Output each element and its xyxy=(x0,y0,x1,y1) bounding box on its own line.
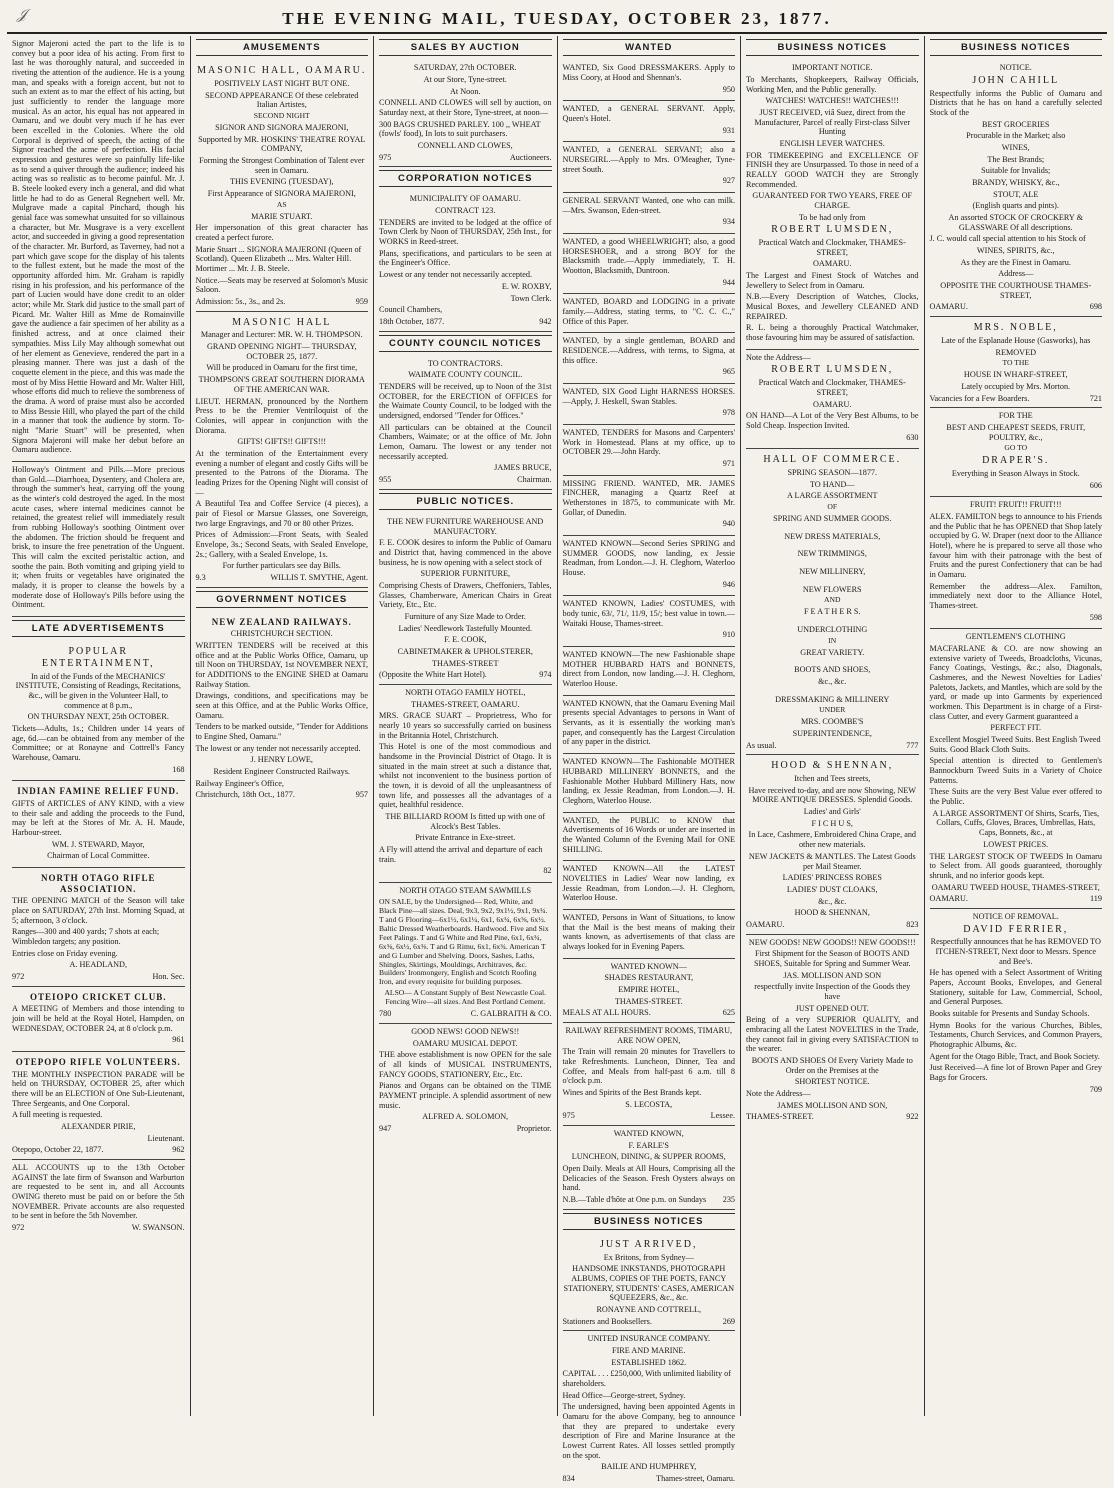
column-5 xyxy=(741,36,925,1416)
columns xyxy=(7,36,1107,1484)
lumsden-address-ad: Note the Address— ROBERT LUMSDEN, Practical Watch and Clockmaker, THAMES-STREET, OAMARU. ON HAND—A Lot of the Very Best Albums, to be Sold Cheap. Inspection Invited. 630 xyxy=(746,350,919,450)
wanted-ad: WANTED KNOWN—Second Series SPRING and SUMMER GOODS, now landing, ex Jessie Readman, from London.—J. H. Cleghorn, Waterloo House. 946 xyxy=(563,536,736,596)
insurance-ad: UNITED INSURANCE COMPANY. FIRE AND MARINE. ESTABLISHED 1862. CAPITAL . . . £250,000, With unlimited liability of shareholders. Head Office—George-street, Sydney. The undersigned, having been appointed Agents in Oamaru for the above Company, beg to announce that they are prepared to undertake every description of Fire and Marine Insurance at the Lowest Current Rates. All losses settled promptly on the spot. BAILIE AND HUMPHREY, 834 Thames-street, Oamaru. xyxy=(562,1334,735,1484)
business-notices-heading: BUSINESS NOTICES xyxy=(930,39,1103,56)
wanted-ad: WANTED, the PUBLIC to KNOW that Advertisements of 16 Words or under are inserted in the Wanted Column of the Evening Mail for ONE SHILLING. xyxy=(563,813,736,862)
masthead xyxy=(7,6,1107,34)
wanted-ad: WANTED KNOWN, that the Oamaru Evening Mail presents special Advantages to persons in Want of Servants, as it is essentially the working man's paper, and consequently has the Largest Circulation of any paper in the district. xyxy=(563,696,736,754)
corporation-notices-heading: CORPORATION NOTICES xyxy=(379,170,552,187)
column-4 xyxy=(558,36,742,1484)
county-council-notices-heading: COUNTY COUNCIL NOTICES xyxy=(379,335,552,352)
wanted-ad: WANTED, a GENERAL SERVANT; also a NURSEGIRL.—Apply to Mrs. O'Meagher, Tyne-street South. 927 xyxy=(563,142,736,193)
refreshment-rooms-ad: RAILWAY REFRESHMENT ROOMS, TIMARU, ARE NOW OPEN, The Train will remain 20 minutes for Travellers to take Refreshments. Luncheon, Dinner, Tea and Coffee, and Meals from half-past 6 a.m. till 8 o'clock p.m. Wines and Spirits of the Best Brands kept. S. LECOSTA, 975 Lessee. xyxy=(563,1023,736,1126)
rifle-association-ad: NORTH OTAGO RIFLE ASSOCIATION. THE OPENING MATCH of the Season will take place on SATURDAY, 27th Inst. Morning Squad, at 5; afternoon, 3 o'clock. Ranges—300 and 400 yards; 7 shots at each; Wimbledon targets; any position. Entries close on Friday evening. A. HEADLAND, 972 Hon. Sec. xyxy=(12,868,185,987)
rifle-volunteers-ad: OTEPOPO RIFLE VOLUNTEERS. THE MONTHLY INSPECTION PARADE will be held on THURSDAY, OCTOBER 25, after which there will be an ELECTION of One Sub-Lieutenant, Three Sergeants, and One Corporal. A full meeting is requested. ALEXANDER PIRIE, Lieutenant. Otepopo, October 22, 1877. 962 xyxy=(12,1052,185,1160)
corporation-tender-ad: MUNICIPALITY OF OAMARU. CONTRACT 123. TENDERS are invited to be lodged at the office of Town Clerk by Noon of THURSDAY, 25th Inst., for WORKS in Reed-street. Plans, specifications, and particulars to be seen at the Engineer's Office. Lowest or any tender not necessarily accepted. E. W. ROXBY, Town Clerk. Council Chambers, 18th October, 1877. 942 xyxy=(379,191,552,331)
wanted-ad: GENERAL SERVANT Wanted, one who can milk.—Mrs. Swanson, Eden-street. 934 xyxy=(563,193,736,234)
wanted-ad: WANTED, TENDERS for Masons and Carpenters' Work in Homestead. Plans at my office, up to OCTOBER 29.—John Hardy. 971 xyxy=(563,425,736,476)
handwritten-mark: 𝒥 xyxy=(17,8,27,23)
noble-removal-ad: MRS. NOBLE, Late of the Esplanade House (Gasworks), has REMOVED TO THE HOUSE IN WHARF-STREET, Lately occupied by Mrs. Morton. Vacancies for a Few Boarders. 721 xyxy=(930,317,1103,408)
newspaper-title: THE EVENING MAIL, TUESDAY, OCTOBER 23, 1877. xyxy=(282,9,832,28)
column-3 xyxy=(374,36,558,1416)
family-hotel-ad: NORTH OTAGO FAMILY HOTEL, THAMES-STREET, OAMARU. MRS. GRACE SUART – Proprietress, Who for nearly 10 years so successfully carried on business in the Britannia Hotel, Christchurch. This Hotel is one of the most commodious and handsome in the Provincial District of Otago. It is situated in the main street at such a distance that, whilst not inconvenient to the business portion of the town, it is devoid of all the unpleasantness of town life, and possesses all the advantages of a quiet, healthful residence. THE BILLIARD ROOM Is fitted up with one of Alcock's Best Tables. Private Entrance in Exe-street. A Fly will attend the arrival and departure of each train. 82 xyxy=(379,685,552,883)
sales-by-auction-heading: SALES BY AUCTION xyxy=(379,39,552,56)
wanted-ad: WANTED KNOWN, Ladies' COSTUMES, with body tunic, 63/, 71/, 11/9, 15/; best value in town.—Waitaki House, Thames-street. 910 xyxy=(563,596,736,647)
furniture-warehouse-ad: THE NEW FURNITURE WAREHOUSE AND MANUFACTORY. F. E. COOK desires to inform the Public of Oamaru and District that, having commenced in the above business, he is now opening with a select stock of SUPERIOR FURNITURE, Comprising Chests of Drawers, Cheffoniers, Tables, Glasses, Chamberware, American Chairs in Great Variety, Etc., Etc. Furniture of any Size Made to Order. Ladies' Needlework Tastefully Mounted. F. E. COOK, CABINETMAKER & UPHOLSTERER, THAMES-STREET (Opposite the White Hart Hotel). 974 xyxy=(379,514,552,685)
just-arrived-ad: JUST ARRIVED, Ex Britons, from Sydney— HANDSOME INKSTANDS, PHOTOGRAPH ALBUMS, COPIES OF THE POETS, FANCY STATIONERY, STUDENTS' CASES, AMERICAN SQUEEZERS, &c., &c. RONAYNE AND COTTRELL, Stationers and Booksellers. 269 xyxy=(563,1234,736,1332)
missing-friend-ad: MISSING FRIEND. WANTED, MR. JAMES FINCHER, managing a Quartz Reef at Wetherstones in 1875, to communicate with Mr. Gollar, of Dunedin. 940 xyxy=(563,476,736,536)
column-2 xyxy=(191,36,375,1416)
wanted-ad: WANTED, Six Good DRESSMAKERS. Apply to Miss Coory, at Hood and Shennan's. 950 xyxy=(563,60,736,101)
wanted-heading: WANTED xyxy=(563,39,736,56)
late-advertisements-heading: LATE ADVERTISEMENTS xyxy=(12,620,185,637)
business-notices-heading: BUSINESS NOTICES xyxy=(563,1213,736,1230)
cahill-groceries-ad: NOTICE. JOHN CAHILL Respectfully informs the Public of Oamaru and Districts that he has on hand a carefully selected Stock of the BEST GROCERIES Procurable in the Market; also WINES, The Best Brands; Suitable for Invalids; BRANDY, WHISKY, &c., STOUT, ALE (English quarts and pints). An assorted STOCK OF CROCKERY & GLASSWARE Of all descriptions. J. C. would call special attention to his Stock of WINES, SPIRITS, &c., As they are the Finest in Oamaru. Address— OPPOSITE THE COURTHOUSE THAMES-STREET, OAMARU. 698 xyxy=(930,60,1103,317)
hood-shennan-ad: HOOD & SHENNAN, Itchen and Tees streets, Have received to-day, and are now Showing, NEW MOIRE ANTIQUE DRESSES. Splendid Goods. Ladies' and Girls' F I C H U S, In Lace, Cashmere, Embroidered China Crape, and other new materials. NEW JACKETS & MANTLES. The Latest Goods per Mail Steamer. LADIES' PRINCESS ROBES LADIES' DUST CLOAKS, &c., &c. HOOD & SHENNAN, OAMARU. 823 xyxy=(746,755,919,934)
wanted-ad: WANTED, by a single gentleman, BOARD and RESIDENCE.—Address, with terms, to Sigma, at this office. 965 xyxy=(563,333,736,384)
holloway-ad: Holloway's Ointment and Pills.—More precious than Gold.—Diarrhoea, Dysentery, and Cholera are, through the summer's heat, carrying off the young as the winter's cold destroyed the aged. In the most acute cases, where internal medicines cannot be retained, the greatest relief will immediately result from rubbing Holloway's soothing Ointment over the abdomen. The friction should be frequent and brisk, to insure the free penetration of the Unguent. This will calm the excited peristaltic action, and soothe the pain. Both vomiting and griping yield to it; when fruits or vegetables have originated the malady, it is proper to cleanse the bowels by a moderate dose of Holloway's Pills before using the Ointment. xyxy=(12,462,185,617)
lumsden-watches-ad: IMPORTANT NOTICE. To Merchants, Shopkeepers, Railway Officials, Working Men, and the Public generally. WATCHES! WATCHES!! WATCHES!!! JUST RECEIVED, viâ Suez, direct from the Manufacturer, Parcel of really First-class Silver Hunting ENGLISH LEVER WATCHES. FOR TIMEKEEPING and EXCELLENCE OF FINISH they are Unsurpassed. To those in need of a REALLY GOOD WATCH they are Strongly Recommended. GUARANTEED FOR TWO YEARS, FREE OF CHARGE. To be had only from ROBERT LUMSDEN, Practical Watch and Clockmaker, THAMES-STREET, OAMARU. The Largest and Finest Stock of Watches and Jewellery to Select from in Oamaru. N.B.—Every Description of Watches, Clocks, Musical Boxes, and Jewellery CLEANED AND REPAIRED. R. L. being a thoroughly Practical Watchmaker, those favouring him may be assured of satisfaction. xyxy=(746,60,919,350)
column-1 xyxy=(7,36,191,1416)
auction-ad: SATURDAY, 27th OCTOBER. At our Store, Tyne-street. At Noon. CONNELL AND CLOWES will sell by auction, on Saturday next, at their Store, Tyne-street, at noon— 300 BAGS CRUSHED PARLEY. 100 ,, WHEAT (fowls' food), In lots to suit purchasers. CONNELL AND CLOWES, 975 Auctioneers. xyxy=(379,60,552,167)
popular-entertainment-ad: POPULAR ENTERTAINMENT, In aid of the Funds of the MECHANICS' INSTITUTE, Consisting of Readings, Recitations, &c., will be given in the Volunteer Hall, to commence at 8 p.m., ON THURSDAY NEXT, 25th OCTOBER. Tickets—Adults, 1s.; Children under 14 years of age, 6d.—can be obtained from any member of the Committee; or at Ronayne and Cottrell's Fancy Warehouse, Oamaru. 168 xyxy=(12,641,185,781)
government-notices-heading: GOVERNMENT NOTICES xyxy=(196,591,369,608)
wanted-ad: WANTED, BOARD and LODGING in a private family.—Address, stating terms, to "C. C. C.," Office of this Paper. xyxy=(563,294,736,333)
column-6 xyxy=(925,36,1108,1416)
wanted-ad: WANTED, Persons in Want of Situations, to know that the Mail is the best means of making their wants known, as advertisements of that class are always looked for in Evening Papers. xyxy=(563,910,736,959)
ferrier-removal-ad: NOTICE OF REMOVAL. DAVID FERRIER, Respectfully announces that he has REMOVED TO ITCHEN-STREET, Next door to Messrs. Spence and Bee's. He has opened with a Select Assortment of Writing Papers, Account Books, Envelopes, and General Stationery, suitable for Law, Commercial, School, and General Purposes. Books suitable for Presents and Sunday Schools. Hymn Books for the various Churches, Bibles, Testaments, Church Services, and Common Prayers, Photographic Albums, &c. Agent for the Otago Bible, Tract, and Book Society. Just Received—A fine lot of Brown Paper and Grey Bags for Grocers. 709 xyxy=(929,911,1102,1094)
wanted-ad: WANTED KNOWN—All the LATEST NOVELTIES in Ladies' Wear now landing, ex Jessie Readman, from London.—J. H. Cleghorn, Waterloo House. xyxy=(563,861,736,910)
railways-tender-ad: NEW ZEALAND RAILWAYS. CHRISTCHURCH SECTION. WRITTEN TENDERS will be received at this office and at the Public Works Office, Oamaru, up till Noon on THURSDAY, 1st NOVEMBER NEXT, for ADDITIONS to the ENGINE SHED at Oamaru Railway Station. Drawings, conditions, and specifications may be seen at this Office, and at the Public Works Office, Oamaru. Tenders to be marked outside, "Tender for Additions to Engine Shed, Oamaru." The lowest or any tender not necessarily accepted. J. HENRY LOWE, Resident Engineer Constructed Railways. Railway Engineer's Office, Christchurch, 18th Oct., 1877. 957 xyxy=(195,616,368,800)
cricket-club-ad: OTEIOPO CRICKET CLUB. A MEETING of Members and those intending to join will be held at the Royal Hotel, Hampden, on WEDNESDAY, OCTOBER 24, at 8 o'clock p.m. 961 xyxy=(12,987,185,1052)
business-notices-heading: BUSINESS NOTICES xyxy=(746,39,919,56)
sawmills-ad: NORTH OTAGO STEAM SAWMILLS ON SALE, by the Undersigned— Red, White, and Black Pine—all sizes. Deal, 9x3, 9x2, 9x1½, 9x1, 9x¾. T and G Flooring—6x1½, 6x1¼, 6x1, 6x¾, 6x⅝, 6x½. Baltic Dressed Weatherboards. Hardwood. Five and Six Feet Palings. T and G White and Red Pine, 6x1, 6x¾, 6x⅝, 6x½, 6x⅜. T and G Rimu, 6x1, 6x¾. American T and G Lumber and Shelving. Doors, Sashes, Laths, Shingles, Skirtings, Mouldings, Architraves, &c. Builders' Ironmongery, English and Scotch Roofing Iron, and every requisite for building purposes. ALSO— A Constant Supply of Best Newcastle Coal. Fencing Wire—all sizes. And Best Portland Cement. 780 C. GALBRAITH & CO. xyxy=(379,883,552,1024)
wanted-ad: WANTED KNOWN—The Fashionable MOTHER HUBBARD MILLINERY BONNETS, and the Fashionable Mother Hubbard Millinery Hats, now landing, ex Jessie Readman, from London.—J. H. Cleghorn, Waterloo House. xyxy=(563,754,736,812)
masonic-hall-diorama-ad: MASONIC HALL Manager and Lecturer: MR. W. H. THOMPSON. GRAND OPENING NIGHT— THURSDAY, OCTOBER 25, 1877. Will be produced in Oamaru for the first time, THOMPSON'S GREAT SOUTHERN DIORAMA OF THE AMERICAN WAR. LIEUT. HERMAN, pronounced by the Northern Press to be the Premier Ventriloquist of the Colonies, will appear in conjunction with the Diorama. GIFTS! GIFTS!! GIFTS!!! At the termination of the Entertainment every evening a number of elegant and costly Gifts will be presented to the Patrons of the Diorama. The leading Prizes for the Opening Night will consist of— A Beautiful Tea and Coffee Service (4 pieces), a pair of Fiesol or Marsue Glasses, one Sovereign, two large Engravings, and 70 or 80 other Prizes. Prices of Admission:—Front Seats, with Sealed Envelope, 3s.; Second Seats, with Sealed Envelope, 2s.; Gallery, with a Sealed Envelope, 1s. For further particulars see day Bills. 9.3 WILLIS T. SMYTHE, Agent. xyxy=(196,312,369,588)
earle-rooms-ad: WANTED KNOWN, F. EARLE'S LUNCHEON, DINING, & SUPPER ROOMS, Open Daily. Meals at All Hours, Comprising all the Delicacies of the Season. Fresh Oysters always on hand. N.B.—Table d'hôte at One p.m. on Sundays 235 xyxy=(563,1126,736,1210)
shades-restaurant-ad: WANTED KNOWN— SHADES RESTAURANT, EMPIRE HOTEL, THAMES-STREET. MEALS AT ALL HOURS. 625 xyxy=(563,959,736,1023)
wanted-ad: WANTED, a good WHEELWRIGHT; also, a good HORSESHOER, and a strong BOY for the Blacksmith trade.—Apply immediately, T. H. Wootton, Blacksmith, Duntroon. 944 xyxy=(563,234,736,294)
wanted-ad: WANTED, a GENERAL SERVANT. Apply, Queen's Hotel. 931 xyxy=(563,101,736,142)
wanted-ad: WANTED KNOWN—The new Fashionable shape MOTHER HUBBARD HATS and BONNETS, direct from London, now landing.—J. H. Cleghorn, Waterloo House. xyxy=(563,647,736,696)
accounts-ad: ALL ACCOUNTS up to the 13th October AGAINST the late firm of Swanson and Warburton are requested to be sent in, and all Accounts OWING thereto must be paid on or before the 5th NOVEMBER. Private accounts are also requested to be sent in before the 5th November. 972 W. SWANSON. xyxy=(12,1163,185,1233)
draper-seeds-ad: FOR THE BEST AND CHEAPEST SEEDS, FRUIT, POULTRY, &c., GO TO DRAPER'S. Everything in Season Always in Stock. 606 xyxy=(930,408,1103,497)
theatre-review: Signor Majeroni acted the part to the life is to convey but a poor idea of his acting. From first to last he was thoroughly natural, and succeeded in riveting the attention of the audience. He is a young man, and speaks with a foreign accent, but not to such an extent as to mar the effect of his acting, but just sufficiently to render the language more musical. As an actor, his equal has not appeared in Oamaru, and we doubt very much if he has ever been excelled in the Colonies. Where the old Corporal is deprived of speech, the acting of the Signor reached the acme of perfection. His facial expression and gestures were so painfully life-like as to send a quiver through the audience; indeed his acting was so realistic as to become painful. Mr. J. B. Steele looked every inch a general, and did what little he had to do as General Regnebert well. Mr. Mulgrave made a capital Pinchard, though his genial face was somewhat unsuited for so villainous a character, but Mr. Musgrave is a very excellent actor, and succeeded in giving a good representation of the character. Mr. Burford, as Taverney, had not a part which gave scope for the display of his talents to the fullest extent, but he made the most of the opportunity afforded him. Mr. Graham is rapidly rising in his profession, and his performance of the part of Lucien would have done credit to an older actor; while Mr. Stark did justice to the small part of Picard. Mr. Walter Hill as Mme de Romainville gave the audience a fair specimen of her ability as a finished actress, and at once claimed their sympathies. Miss Lily May although somewhat out of her element as Genevieve, rendered the part in a pleasing manner. There was just a dash of the coquette element in the piece, and this was made the most of by Miss Hettie Howard and Mr. Walter Hill, whose efforts did much to relieve the sombreness of the drama. A word of praise must also be accorded to Miss Bessie Hill, who played the part of the child in a manner that took the audience by storm. To-night "Marie Stuart" will be presented, when Signora Majeroni will make her debut before an Oamaru audience. xyxy=(12,36,185,462)
famine-relief-ad: INDIAN FAMINE RELIEF FUND. GIFTS of ARTICLES of ANY KIND, with a view to their sale and adding the proceeds to the Fund, may be left at the Stores of Mr. A. H. Maude, Harbour-street. WM. J. STEWARD, Mayor, Chairman of Local Committee. xyxy=(12,781,185,868)
musical-depot-ad: GOOD NEWS! GOOD NEWS!! OAMARU MUSICAL DEPOT. THE above establishment is now OPEN for the sale of all kinds of MUSICAL INSTRUMENTS, FANCY GOODS, STATIONERY, Etc., Etc. Pianos and Organs can be obtained on the TIME PAYMENT principle. A splendid assortment of new music. ALFRED A. SOLOMON, 947 Proprietor. xyxy=(379,1026,552,1133)
macfarlane-clothing-ad: GENTLEMEN'S CLOTHING MACFARLANE & CO. are now showing an extensive variety of Tweeds, Broadcloths, Vicunas, Fancy Coatings, Vestings, &c.; also, Diagonals, Cashmeres, and the Newest Novelties for Ladies' Paletots, Jackets, and Mantles, which are sold by the yard, or made up into Garments by experienced workmen. This Department is in charge of a First-class Cutter, and every Garment guaranteed a PERFECT FIT. Excellent Mosgiel Tweed Suits. Best English Tweed Suits. Good Black Cloth Suits. Special attention is directed to Gentlemen's Bannockburn Tweed Suits in a Variety of Choice Patterns. These Suits are the very Best Value ever offered to the Public. A LARGE ASSORTMENT Of Shirts, Scarfs, Ties, Collars, Cuffs, Gloves, Braces, Umbrellas, Hats, Caps, Bonnets, &c., at LOWEST PRICES. THE LARGEST STOCK OF TWEEDS In Oamaru to Select from. All goods guaranteed, thoroughly shrunk, and no inferior goods kept. OAMARU TWEED HOUSE, THAMES-STREET, OAMARU. 119 xyxy=(930,629,1103,908)
amusements-heading: AMUSEMENTS xyxy=(196,39,369,56)
newspaper-page xyxy=(7,6,1107,1484)
hall-of-commerce-ad: HALL OF COMMERCE. SPRING SEASON—1877. TO HAND— A LARGE ASSORTMENT OF SPRING AND SUMMER GOODS. NEW DRESS MATERIALS, NEW TRIMMINGS, NEW MILLINERY, NEW FLOWERS AND F E A T H E R S. UNDERCLOTHING IN GREAT VARIETY. BOOTS AND SHOES, &c., &c. DRESSMAKING & MILLINERY UNDER MRS. COOMBE'S SUPERINTENDENCE, As usual. 777 xyxy=(746,449,919,755)
masonic-hall-majeroni-ad: MASONIC HALL, OAMARU. POSITIVELY LAST NIGHT BUT ONE. SECOND APPEARANCE Of these celebrated Italian Artistes, SECOND NIGHT SIGNOR AND SIGNORA MAJERONI, Supported by MR. HOSKINS' THEATRE ROYAL COMPANY, Forming the Strongest Combination of Talent ever seen in Oamaru. THIS EVENING (TUESDAY), First Appearance of SIGNORA MAJERONI, AS MARIE STUART. Her impersonation of this great character has created a perfect furore. Marie Stuart ... SIGNORA MAJERONI (Queen of Scotland). Queen Elizabeth ... Mrs. Walter Hill. Mortimer ... Mr. J. B. Steele. Notice.—Seats may be reserved at Solomon's Music Saloon. Admission: 5s., 3s., and 2s. 959 xyxy=(196,60,369,311)
public-notices-heading: PUBLIC NOTICES. xyxy=(379,493,552,510)
familton-fruit-ad: FRUIT! FRUIT!! FRUIT!!! ALEX. FAMILTON begs to announce to his Friends and the Public that he has OPENED that Shop lately occupied by G. W. Draper (next door to the Alliance Hotel), where he is prepared to serve all those who favour him with their patronage with the best of Fruits and the purest Confectionery that can be had in Oamaru. Remember the address—Alex. Familton, immediately next door to the Alliance Hotel, Thames-street. 598 xyxy=(930,497,1103,629)
county-tender-ad: TO CONTRACTORS. WAIMATE COUNTY COUNCIL. TENDERS will be received, up to Noon of the 31st OCTOBER, for the ERECTION of OFFICES for the Waimate County Council, to be lodged with the undersigned, endorsed "Tender for Offices." All particulars can be obtained at the Council Chambers, Waimate; or at the office of Mr. John Lemon, Oamaru. The lowest or any tender not necessarily accepted. JAMES BRUCE, 955 Chairman. xyxy=(379,356,552,490)
wanted-ad: WANTED, SIX Good Light HARNESS HORSES.—Apply, J. Heskell, Swan Stables. 978 xyxy=(563,384,736,425)
mollison-boots-ad: NEW GOODS! NEW GOODS!! NEW GOODS!!! First Shipment for the Season of BOOTS AND SHOES, Suitable for Spring and Summer Wear. JAS. MOLLISON AND SON respectfully invite Inspection of the Goods they have JUST OPENED OUT. Being of a very SUPERIOR QUALITY, and embracing all the Latest NOVELTIES in the Trade, they cannot fail in giving every SATISFACTION to the wearer. BOOTS AND SHOES Of Every Variety Made to Order on the Premises at the SHORTEST NOTICE. Note the Address— JAMES MOLLISON AND SON, THAMES-STREET. 922 xyxy=(746,937,919,1122)
